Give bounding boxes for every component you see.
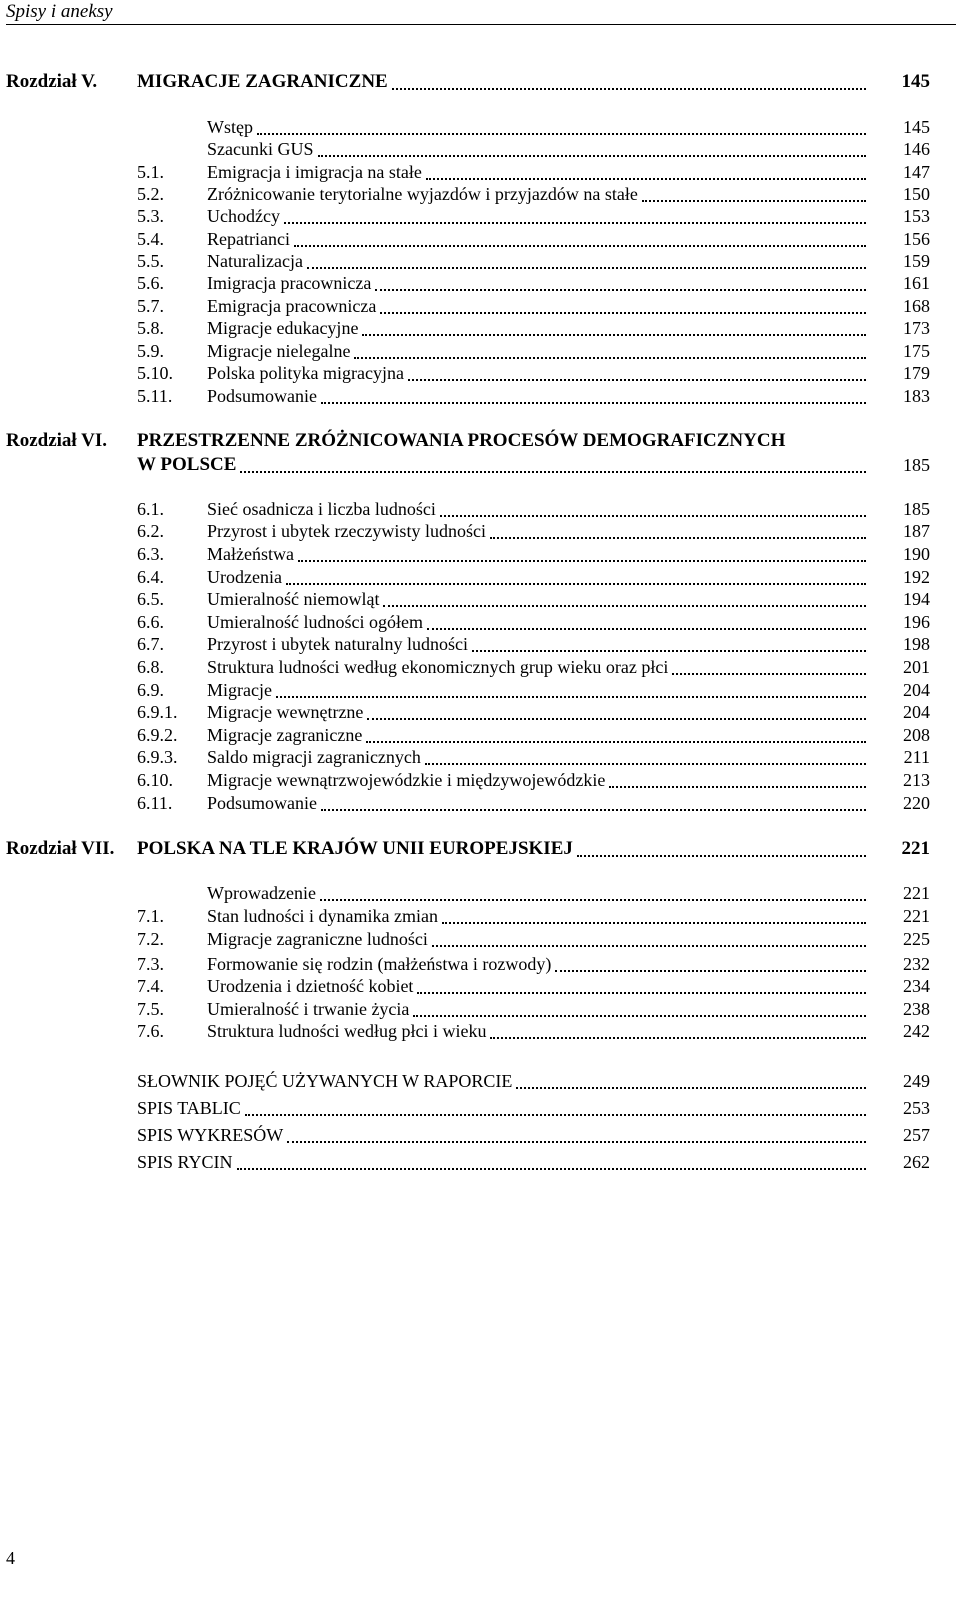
leader-dots bbox=[472, 648, 866, 652]
section-number: 5.6. bbox=[137, 273, 164, 293]
toc-row[interactable] bbox=[0, 138, 960, 160]
entry-title: Polska polityka migracyjna bbox=[207, 363, 404, 383]
leader-dots bbox=[237, 1166, 866, 1170]
entry-title: Urodzenia i dzietność kobiet bbox=[207, 976, 414, 996]
page-ref: 257 bbox=[903, 1125, 930, 1145]
page-ref: 161 bbox=[903, 273, 930, 293]
leader-dots bbox=[245, 1112, 866, 1116]
page-ref: 204 bbox=[903, 702, 930, 722]
entry-title: Migracje bbox=[207, 680, 272, 700]
page-ref: 221 bbox=[903, 906, 930, 926]
page-ref: 201 bbox=[903, 657, 930, 677]
toc-row[interactable] bbox=[0, 362, 960, 384]
section-number: 5.4. bbox=[137, 229, 164, 249]
leader-dots bbox=[413, 1013, 866, 1017]
toc-row[interactable] bbox=[0, 454, 960, 476]
leader-dots bbox=[425, 761, 866, 765]
page-ref: 179 bbox=[903, 363, 930, 383]
toc-row[interactable] bbox=[0, 295, 960, 317]
entry-title: SPIS TABLIC bbox=[137, 1098, 241, 1118]
page-ref: 159 bbox=[903, 251, 930, 271]
page-ref: 185 bbox=[903, 455, 930, 475]
page-ref: 150 bbox=[903, 184, 930, 204]
section-number: 6.6. bbox=[137, 612, 164, 632]
entry-title: Zróżnicowanie terytorialne wyjazdów i przyjazdów na stałe bbox=[207, 184, 638, 204]
toc-row[interactable] bbox=[0, 385, 960, 407]
page-ref: 208 bbox=[903, 725, 930, 745]
leader-dots bbox=[427, 626, 866, 630]
entry-title: SŁOWNIK POJĘĆ UŻYWANYCH W RAPORCIE bbox=[137, 1071, 513, 1091]
entry-title: Szacunki GUS bbox=[207, 139, 314, 159]
entry-title: Emigracja i imigracja na stałe bbox=[207, 162, 422, 182]
section-number: 5.9. bbox=[137, 341, 164, 361]
section-number: 7.3. bbox=[137, 954, 164, 974]
toc-row[interactable] bbox=[0, 71, 960, 93]
page-ref: 262 bbox=[903, 1152, 930, 1172]
page-ref: 145 bbox=[901, 71, 930, 92]
leader-dots bbox=[362, 332, 866, 336]
entry-title: Podsumowanie bbox=[207, 793, 317, 813]
page-ref: 153 bbox=[903, 206, 930, 226]
page-ref: 173 bbox=[903, 318, 930, 338]
leader-dots bbox=[432, 943, 866, 947]
section-number: 6.8. bbox=[137, 657, 164, 677]
section-number: 5.11. bbox=[137, 386, 173, 406]
toc-row[interactable] bbox=[0, 430, 960, 452]
section-number: 6.7. bbox=[137, 634, 164, 654]
toc-row[interactable] bbox=[0, 998, 960, 1020]
leader-dots bbox=[672, 671, 866, 675]
section-number: 5.8. bbox=[137, 318, 164, 338]
page-ref: 221 bbox=[901, 838, 930, 859]
section-number: 6.4. bbox=[137, 567, 164, 587]
section-number: 6.1. bbox=[137, 499, 164, 519]
page-ref: 238 bbox=[903, 999, 930, 1019]
header-title: Spisy i aneksy bbox=[6, 1, 113, 22]
toc-row[interactable] bbox=[0, 340, 960, 362]
leader-dots bbox=[298, 558, 866, 562]
entry-title: Umieralność niemowląt bbox=[207, 589, 380, 609]
section-number: 6.9.3. bbox=[137, 747, 178, 767]
section-number: 7.5. bbox=[137, 999, 164, 1019]
entry-title: Repatrianci bbox=[207, 229, 290, 249]
page-ref: 187 bbox=[903, 521, 930, 541]
toc-row[interactable] bbox=[0, 228, 960, 250]
section-number: 7.4. bbox=[137, 976, 164, 996]
leader-dots bbox=[240, 469, 866, 473]
entry-title: Imigracja pracownicza bbox=[207, 273, 372, 293]
section-number: 6.11. bbox=[137, 793, 173, 813]
leader-dots bbox=[417, 990, 866, 994]
leader-dots bbox=[354, 355, 866, 359]
page-ref: 234 bbox=[903, 976, 930, 996]
section-number: 6.3. bbox=[137, 544, 164, 564]
toc-row[interactable] bbox=[0, 838, 960, 860]
chapter-label: Rozdział V. bbox=[6, 71, 98, 92]
leader-dots bbox=[609, 784, 866, 788]
leader-dots bbox=[286, 581, 866, 585]
section-number: 6.9.1. bbox=[137, 702, 178, 722]
page-ref: 213 bbox=[903, 770, 930, 790]
entry-title: Migracje nielegalne bbox=[207, 341, 351, 361]
toc-row[interactable] bbox=[0, 317, 960, 339]
leader-dots bbox=[392, 86, 866, 90]
page-ref: 156 bbox=[903, 229, 930, 249]
leader-dots bbox=[490, 1035, 866, 1039]
toc-row[interactable] bbox=[0, 975, 960, 997]
entry-title: Migracje wewnątrzwojewódzkie i międzywojewódzkie bbox=[207, 770, 606, 790]
toc-row[interactable] bbox=[0, 882, 960, 904]
page-ref: 183 bbox=[903, 386, 930, 406]
page-ref: 147 bbox=[903, 162, 930, 182]
toc-row[interactable] bbox=[0, 679, 960, 701]
page-ref: 225 bbox=[903, 929, 930, 949]
toc-row[interactable] bbox=[0, 116, 960, 138]
page-number: 4 bbox=[6, 1548, 15, 1568]
toc-row[interactable] bbox=[0, 746, 960, 768]
leader-dots bbox=[257, 131, 866, 135]
leader-dots bbox=[516, 1085, 866, 1089]
leader-dots bbox=[642, 198, 866, 202]
section-number: 6.2. bbox=[137, 521, 164, 541]
toc-row[interactable] bbox=[0, 161, 960, 183]
page-ref: 211 bbox=[903, 747, 930, 767]
leader-dots bbox=[318, 153, 867, 157]
toc-row[interactable] bbox=[0, 769, 960, 791]
entry-title: POLSKA NA TLE KRAJÓW UNII EUROPEJSKIEJ bbox=[137, 838, 573, 859]
entry-title: SPIS RYCIN bbox=[137, 1152, 233, 1172]
section-number: 5.1. bbox=[137, 162, 164, 182]
toc-row[interactable] bbox=[0, 1097, 960, 1119]
toc-row[interactable] bbox=[0, 498, 960, 520]
entry-title: Migracje zagraniczne bbox=[207, 725, 363, 745]
toc-row[interactable] bbox=[0, 520, 960, 542]
section-number: 5.7. bbox=[137, 296, 164, 316]
toc-row[interactable] bbox=[0, 633, 960, 655]
entry-title: Migracje zagraniczne ludności bbox=[207, 929, 428, 949]
entry-title: Małżeństwa bbox=[207, 544, 294, 564]
leader-dots bbox=[380, 310, 866, 314]
entry-title: Struktura ludności według ekonomicznych grup wieku oraz płci bbox=[207, 657, 669, 677]
leader-dots bbox=[366, 739, 866, 743]
entry-title: Urodzenia bbox=[207, 567, 282, 587]
entry-title: Saldo migracji zagranicznych bbox=[207, 747, 421, 767]
toc-row[interactable] bbox=[0, 588, 960, 610]
entry-title: Umieralność ludności ogółem bbox=[207, 612, 423, 632]
leader-dots bbox=[307, 265, 866, 269]
toc-row[interactable] bbox=[0, 953, 960, 975]
page-ref: 249 bbox=[903, 1071, 930, 1091]
leader-dots bbox=[577, 853, 866, 857]
entry-title: Naturalizacja bbox=[207, 251, 303, 271]
entry-title: MIGRACJE ZAGRANICZNE bbox=[137, 71, 388, 92]
page-ref: 242 bbox=[903, 1021, 930, 1041]
entry-title: Umieralność i trwanie życia bbox=[207, 999, 410, 1019]
entry-title: Migracje edukacyjne bbox=[207, 318, 359, 338]
page-ref: 196 bbox=[903, 612, 930, 632]
toc-row[interactable] bbox=[0, 611, 960, 633]
toc-row[interactable] bbox=[0, 1020, 960, 1042]
leader-dots bbox=[321, 807, 866, 811]
toc-row[interactable] bbox=[0, 205, 960, 227]
entry-title: Przyrost i ubytek naturalny ludności bbox=[207, 634, 468, 654]
leader-dots bbox=[276, 694, 866, 698]
leader-dots bbox=[294, 243, 866, 247]
leader-dots bbox=[408, 377, 866, 381]
section-number: 7.1. bbox=[137, 906, 164, 926]
page-ref: 253 bbox=[903, 1098, 930, 1118]
toc-row[interactable] bbox=[0, 724, 960, 746]
entry-title: Migracje wewnętrzne bbox=[207, 702, 364, 722]
entry-title: Uchodźcy bbox=[207, 206, 280, 226]
leader-dots bbox=[490, 535, 866, 539]
toc-row[interactable] bbox=[0, 543, 960, 565]
page-ref: 204 bbox=[903, 680, 930, 700]
leader-dots bbox=[555, 968, 866, 972]
leader-dots bbox=[321, 400, 866, 404]
entry-title: Przyrost i ubytek rzeczywisty ludności bbox=[207, 521, 486, 541]
page-ref: 146 bbox=[903, 139, 930, 159]
leader-dots bbox=[320, 897, 866, 901]
toc-row[interactable] bbox=[0, 905, 960, 927]
section-number: 5.2. bbox=[137, 184, 164, 204]
page-ref: 192 bbox=[903, 567, 930, 587]
toc-row[interactable] bbox=[0, 566, 960, 588]
page-ref: 175 bbox=[903, 341, 930, 361]
page-ref: 145 bbox=[903, 117, 930, 137]
toc-row[interactable] bbox=[0, 701, 960, 723]
leader-dots bbox=[375, 287, 866, 291]
entry-title: Wprowadzenie bbox=[207, 883, 316, 903]
section-number: 5.10. bbox=[137, 363, 173, 383]
toc-row[interactable] bbox=[0, 928, 960, 950]
page-ref: 220 bbox=[903, 793, 930, 813]
chapter-label: Rozdział VI. bbox=[6, 430, 107, 451]
toc-row[interactable] bbox=[0, 1070, 960, 1092]
toc-row[interactable] bbox=[0, 272, 960, 294]
leader-dots bbox=[440, 513, 866, 517]
section-number: 6.10. bbox=[137, 770, 173, 790]
entry-title: Emigracja pracownicza bbox=[207, 296, 377, 316]
page-ref: 185 bbox=[903, 499, 930, 519]
toc-row[interactable] bbox=[0, 656, 960, 678]
entry-title: Sieć osadnicza i liczba ludności bbox=[207, 499, 436, 519]
toc-row[interactable] bbox=[0, 183, 960, 205]
page-ref: 198 bbox=[903, 634, 930, 654]
leader-dots bbox=[442, 920, 866, 924]
page-ref: 190 bbox=[903, 544, 930, 564]
leader-dots bbox=[367, 716, 866, 720]
leader-dots bbox=[284, 220, 866, 224]
page-ref: 232 bbox=[903, 954, 930, 974]
page-ref: 194 bbox=[903, 589, 930, 609]
section-number: 5.5. bbox=[137, 251, 164, 271]
section-number: 7.6. bbox=[137, 1021, 164, 1041]
entry-title: Stan ludności i dynamika zmian bbox=[207, 906, 438, 926]
entry-title: Wstęp bbox=[207, 117, 253, 137]
section-number: 6.5. bbox=[137, 589, 164, 609]
section-number: 5.3. bbox=[137, 206, 164, 226]
entry-title: Struktura ludności według płci i wieku bbox=[207, 1021, 487, 1041]
page-ref: 168 bbox=[903, 296, 930, 316]
toc-row[interactable] bbox=[0, 792, 960, 814]
entry-title: Podsumowanie bbox=[207, 386, 317, 406]
section-number: 6.9. bbox=[137, 680, 164, 700]
chapter-label: Rozdział VII. bbox=[6, 838, 115, 859]
section-number: 7.2. bbox=[137, 929, 164, 949]
toc-row[interactable] bbox=[0, 250, 960, 272]
entry-title: SPIS WYKRESÓW bbox=[137, 1125, 284, 1145]
entry-title: PRZESTRZENNE ZRÓŻNICOWANIA PROCESÓW DEMOGRAFICZNYCH bbox=[137, 430, 786, 451]
entry-title: W POLSCE bbox=[137, 454, 237, 475]
leader-dots bbox=[426, 176, 866, 180]
leader-dots bbox=[287, 1139, 866, 1143]
toc-row[interactable] bbox=[0, 1124, 960, 1146]
leader-dots bbox=[383, 603, 866, 607]
toc-row[interactable] bbox=[0, 1151, 960, 1173]
entry-title: Formowanie się rodzin (małżeństwa i rozwody) bbox=[207, 954, 552, 974]
page-ref: 221 bbox=[903, 883, 930, 903]
section-number: 6.9.2. bbox=[137, 725, 178, 745]
